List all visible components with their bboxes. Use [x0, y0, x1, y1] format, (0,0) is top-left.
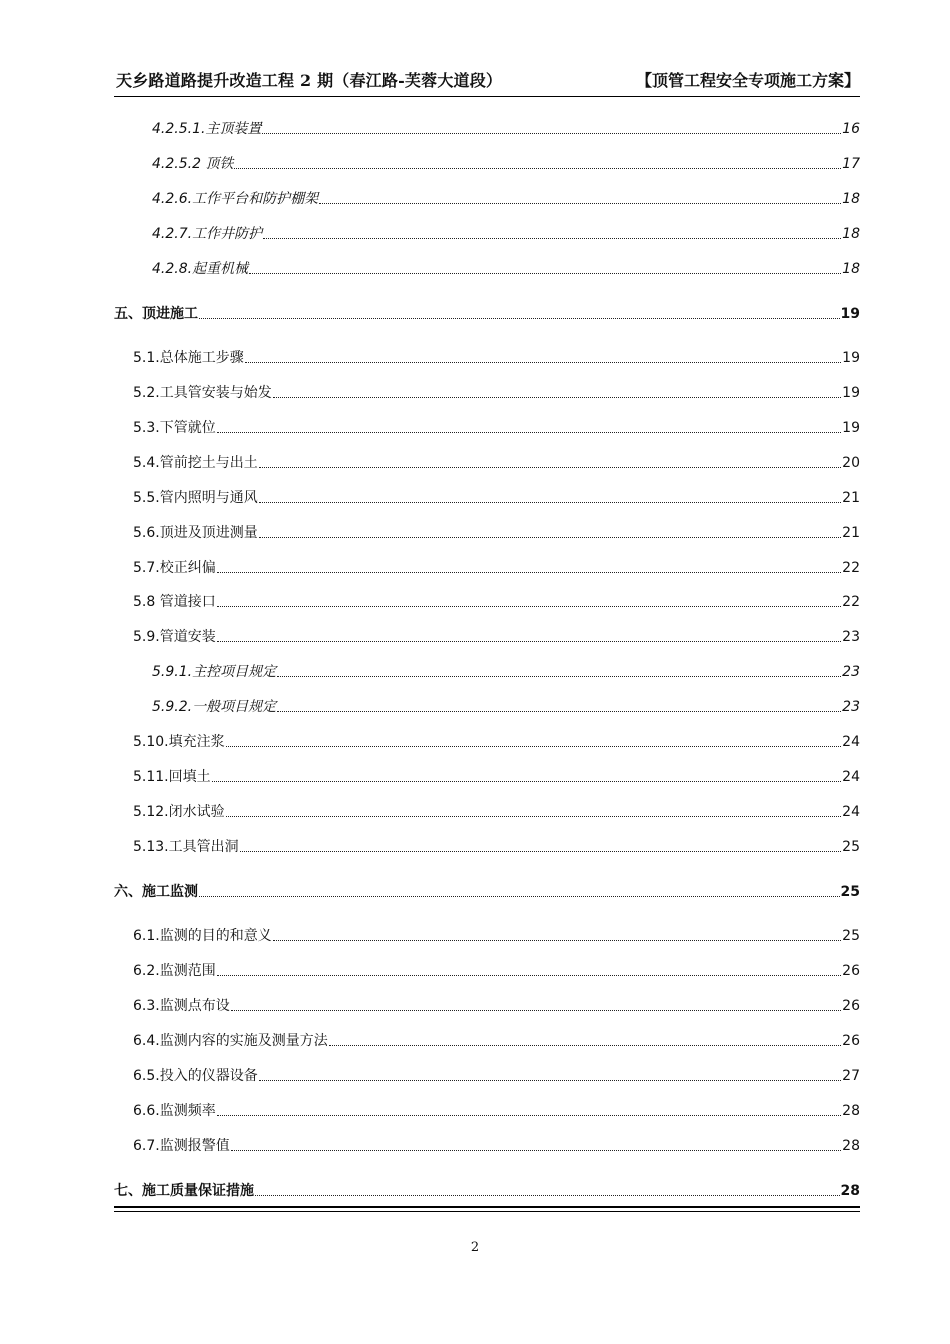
toc-entry[interactable] — [114, 1061, 860, 1085]
toc-entry-page: 24 — [842, 734, 860, 750]
toc-entry[interactable] — [114, 413, 860, 437]
toc-entry-page: 19 — [842, 385, 860, 401]
toc-entry-page: 23 — [842, 629, 860, 646]
dot-leader — [273, 397, 841, 398]
toc-entry[interactable] — [114, 832, 860, 856]
toc-entry-page: 22 — [842, 594, 860, 611]
toc-entry[interactable] — [114, 657, 860, 681]
toc-entry-label: 4.2.6.工作平台和防护棚架 — [152, 190, 319, 207]
dot-leader — [329, 1045, 841, 1046]
dot-leader — [217, 641, 841, 642]
toc-entry-page: 18 — [842, 190, 860, 207]
dot-leader — [217, 975, 841, 976]
toc-entry-page: 20 — [842, 454, 860, 471]
dot-leader — [259, 502, 841, 503]
toc-entry-label: 七、施工质量保证措施 — [114, 1182, 254, 1199]
toc-entry-label: 5.11.回填土 — [133, 768, 211, 785]
toc-entry[interactable] — [114, 877, 860, 901]
toc-entry-label: 5.9.2.一般项目规定 — [152, 699, 277, 716]
toc-entry-label: 4.2.5.2 顶铁 — [152, 155, 234, 172]
toc-entry[interactable] — [114, 254, 860, 278]
toc-entry[interactable] — [114, 518, 860, 542]
dot-leader — [217, 572, 841, 573]
toc-entry[interactable] — [114, 1096, 860, 1120]
toc-entry[interactable] — [114, 378, 860, 402]
toc-entry-page: 26 — [842, 1032, 860, 1049]
toc-entry[interactable] — [114, 727, 860, 751]
toc-entry[interactable] — [114, 762, 860, 786]
toc-entry-page: 19 — [840, 305, 860, 322]
toc-entry-page: 21 — [842, 489, 860, 506]
dot-leader — [217, 432, 841, 433]
dot-leader — [234, 168, 841, 169]
dot-leader — [262, 133, 841, 134]
toc-entry-label: 6.7.监测报警值 — [133, 1137, 230, 1154]
dot-leader — [199, 896, 840, 897]
toc-entry-page: 26 — [842, 998, 860, 1014]
project-title: 天乡路道路提升改造工程 2 期（春江路-芙蓉大道段） — [116, 71, 503, 90]
toc-entry-label: 6.6.监测频率 — [133, 1102, 216, 1119]
toc-entry[interactable] — [114, 991, 860, 1015]
page-number: 2 — [470, 1240, 480, 1255]
dot-leader — [249, 273, 841, 274]
dot-leader — [277, 711, 841, 712]
toc-entry-page: 28 — [842, 1137, 860, 1154]
toc-entry[interactable] — [114, 553, 860, 577]
document-title: 【顶管工程安全专项施工方案】 — [635, 71, 860, 90]
toc-entry-label: 4.2.5.1.主顶装置 — [152, 121, 262, 137]
toc-entry[interactable] — [114, 921, 860, 945]
toc-entry-page: 25 — [840, 883, 860, 900]
dot-leader — [231, 1010, 841, 1011]
toc-entry-label: 6.4.监测内容的实施及测量方法 — [133, 1032, 328, 1049]
dot-leader — [226, 816, 842, 817]
toc-entry[interactable] — [114, 343, 860, 367]
toc-entry[interactable] — [114, 149, 860, 173]
toc-entry-label: 4.2.7.工作井防护 — [152, 225, 263, 242]
dot-leader — [259, 1080, 841, 1081]
toc-entry[interactable] — [114, 184, 860, 208]
toc-entry-page: 21 — [842, 524, 860, 541]
dot-leader — [259, 537, 841, 538]
toc-entry-label: 5.2.工具管安装与始发 — [133, 385, 272, 401]
dot-leader — [226, 746, 842, 747]
dot-leader — [231, 1150, 841, 1151]
toc-entry-page: 25 — [842, 928, 860, 945]
toc-entry-label: 6.1.监测的目的和意义 — [133, 928, 272, 945]
toc-entry-label: 5.13.工具管出洞 — [133, 838, 239, 855]
toc-entry[interactable] — [114, 692, 860, 716]
toc-entry-page: 16 — [842, 121, 860, 137]
footer-divider-thin — [114, 1211, 860, 1212]
toc-entry-label: 5.4.管前挖土与出土 — [133, 454, 258, 471]
toc-entry-page: 17 — [842, 155, 860, 172]
toc-entry-page: 24 — [842, 768, 860, 785]
toc-entry-page: 18 — [842, 225, 860, 242]
toc-entry-page: 23 — [842, 699, 860, 716]
dot-leader — [240, 851, 842, 852]
toc-entry[interactable] — [114, 448, 860, 472]
toc-entry-label: 5.8 管道接口 — [133, 594, 216, 611]
toc-entry[interactable] — [114, 1026, 860, 1050]
toc-entry-page: 26 — [842, 963, 860, 980]
dot-leader — [319, 203, 841, 204]
toc-entry[interactable] — [114, 797, 860, 821]
dot-leader — [217, 606, 841, 607]
dot-leader — [255, 1195, 840, 1196]
toc-entry[interactable] — [114, 1131, 860, 1155]
toc-entry[interactable] — [114, 219, 860, 243]
dot-leader — [212, 781, 842, 782]
toc-entry-label: 5.12.闭水试验 — [133, 803, 225, 820]
toc-entry-label: 5.7.校正纠偏 — [133, 559, 216, 576]
header-divider — [114, 96, 860, 97]
toc-entry-page: 23 — [842, 664, 860, 681]
toc-entry-label: 6.3.监测点布设 — [133, 998, 230, 1014]
dot-leader — [273, 940, 841, 941]
toc-entry-page: 19 — [842, 419, 860, 436]
toc-entry-label: 6.5.投入的仪器设备 — [133, 1067, 258, 1084]
page-header — [114, 64, 860, 90]
dot-leader — [245, 362, 841, 363]
toc-entry-label: 5.10.填充注浆 — [133, 734, 225, 750]
toc-entry-label: 5.3.下管就位 — [133, 419, 216, 436]
toc-entry[interactable] — [114, 114, 860, 138]
toc-entry-label: 5.9.管道安装 — [133, 629, 216, 646]
toc-entry-label: 5.6.顶进及顶进测量 — [133, 524, 258, 541]
toc-entry-label: 六、施工监测 — [114, 883, 198, 900]
toc-entry[interactable] — [114, 956, 860, 980]
toc-entry-label: 4.2.8.起重机械 — [152, 260, 249, 277]
dot-leader — [217, 1115, 841, 1116]
dot-leader — [199, 318, 840, 319]
dot-leader — [277, 676, 841, 677]
toc-entry-label: 5.1.总体施工步骤 — [133, 350, 244, 367]
toc-entry-page: 22 — [842, 559, 860, 576]
toc-entry-page: 28 — [842, 1102, 860, 1119]
toc-entry[interactable] — [114, 587, 860, 611]
toc-entry-page: 25 — [842, 838, 860, 855]
toc-entry-page: 27 — [842, 1067, 860, 1084]
toc-entry-label: 5.5.管内照明与通风 — [133, 489, 258, 506]
toc-entry[interactable] — [114, 483, 860, 507]
toc-entry-page: 18 — [842, 260, 860, 277]
toc-entry-page: 19 — [842, 350, 860, 367]
toc-entry-page: 24 — [842, 803, 860, 820]
dot-leader — [259, 467, 841, 468]
toc-entry-label: 6.2.监测范围 — [133, 963, 216, 980]
toc-entry[interactable] — [114, 299, 860, 323]
toc-entry[interactable] — [114, 622, 860, 646]
dot-leader — [263, 238, 841, 239]
toc-entry-page: 28 — [840, 1182, 860, 1199]
toc-entry[interactable] — [114, 1176, 860, 1200]
footer-divider-thick — [114, 1206, 860, 1208]
toc-entry-label: 5.9.1.主控项目规定 — [152, 664, 277, 681]
toc-entry-label: 五、顶进施工 — [114, 305, 198, 322]
